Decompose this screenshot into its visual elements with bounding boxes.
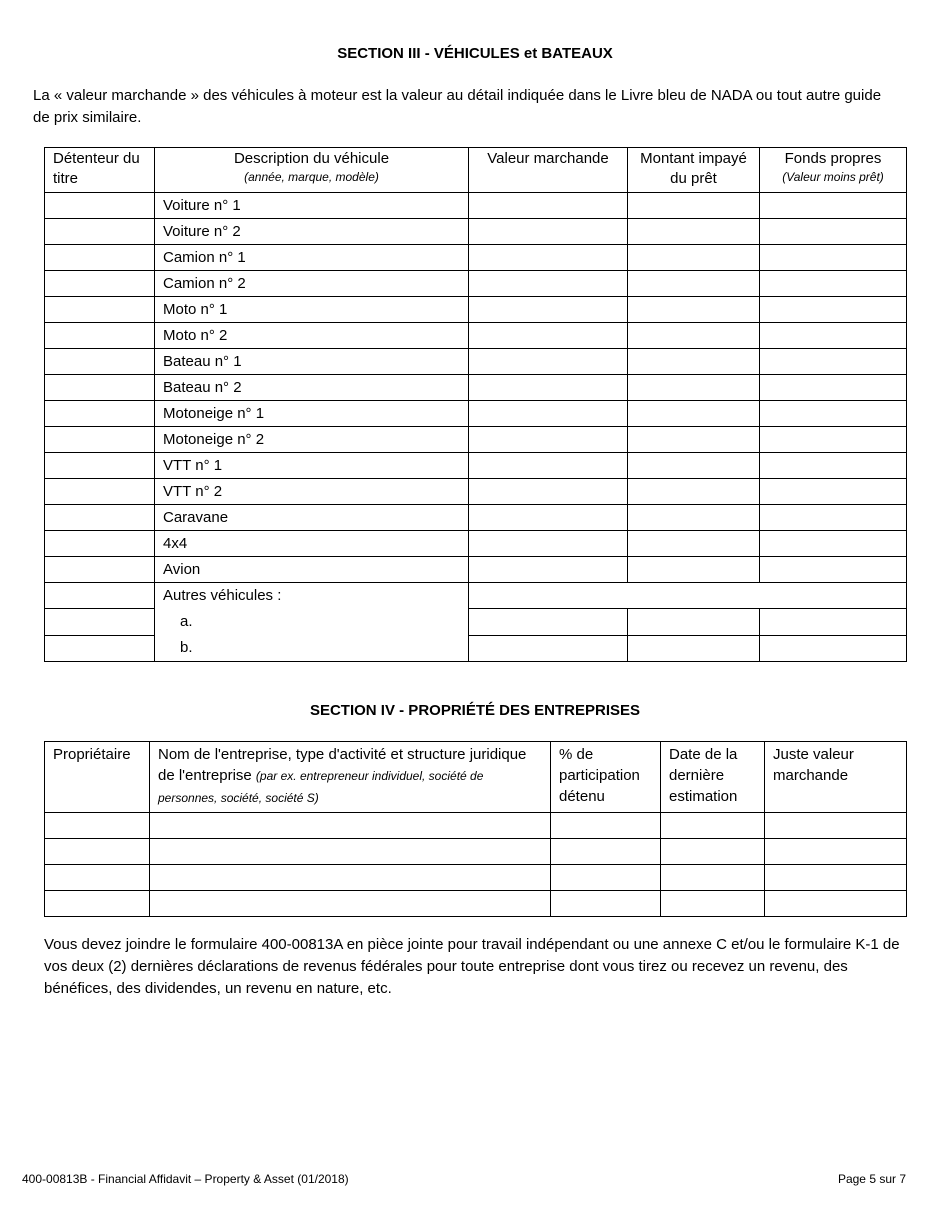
market-value-cell[interactable]: [469, 349, 628, 375]
equity-cell[interactable]: [760, 453, 907, 479]
others-description-cell: [155, 583, 469, 662]
header-description: [155, 148, 469, 193]
header-description-label: Description du véhicule: [233, 150, 390, 167]
unpaid-loan-cell[interactable]: [628, 531, 760, 557]
fair-value-cell[interactable]: [765, 813, 907, 839]
equity-cell[interactable]: [760, 297, 907, 323]
market-value-cell[interactable]: [469, 271, 628, 297]
vehicle-row: [45, 323, 907, 349]
holder-cell[interactable]: [45, 271, 155, 297]
market-value-cell[interactable]: [469, 505, 628, 531]
vehicle-row: [45, 349, 907, 375]
vehicle-description-cell: Moto n° 1: [155, 297, 469, 323]
equity-cell[interactable]: [760, 479, 907, 505]
unpaid-loan-cell[interactable]: [628, 557, 760, 583]
holder-cell[interactable]: [45, 375, 155, 401]
owner-cell[interactable]: [45, 839, 150, 865]
holder-cell[interactable]: [45, 479, 155, 505]
owner-cell[interactable]: [45, 865, 150, 891]
header-equity-label: Fonds propres: [784, 150, 882, 167]
owner-cell[interactable]: [45, 891, 150, 917]
vehicle-description-cell: VTT n° 1: [155, 453, 469, 479]
unpaid-loan-cell[interactable]: [628, 375, 760, 401]
vehicle-description-cell: Camion n° 1: [155, 245, 469, 271]
vehicle-row: [45, 271, 907, 297]
equity-cell[interactable]: [760, 401, 907, 427]
percent-cell[interactable]: [551, 865, 661, 891]
market-value-cell[interactable]: [469, 375, 628, 401]
vehicle-description-cell: Camion n° 2: [155, 271, 469, 297]
unpaid-loan-cell[interactable]: [628, 427, 760, 453]
market-value-cell[interactable]: [469, 193, 628, 219]
owner-cell[interactable]: [45, 813, 150, 839]
vehicle-row: [45, 479, 907, 505]
market-value-cell[interactable]: [469, 401, 628, 427]
unpaid-loan-cell[interactable]: [628, 245, 760, 271]
market-value-cell[interactable]: [469, 557, 628, 583]
header-equity: [760, 148, 907, 193]
market-value-cell[interactable]: [469, 297, 628, 323]
holder-cell[interactable]: [45, 349, 155, 375]
unpaid-loan-cell[interactable]: [628, 635, 760, 661]
section4-title: SECTION IV - PROPRIÉTÉ DES ENTREPRISES: [309, 702, 641, 719]
vehicle-row-others: [45, 583, 907, 609]
header-unpaid-loan: Montant impayé du prêt: [628, 148, 760, 193]
market-value-cell[interactable]: [469, 453, 628, 479]
market-value-cell[interactable]: [469, 479, 628, 505]
unpaid-loan-cell[interactable]: [628, 219, 760, 245]
unpaid-loan-cell[interactable]: [628, 401, 760, 427]
equity-cell[interactable]: [760, 375, 907, 401]
footer-page-number: Page 5 sur 7: [837, 1172, 906, 1186]
vehicle-description-cell: Motoneige n° 1: [155, 401, 469, 427]
vehicle-row: [45, 245, 907, 271]
market-value-cell[interactable]: [469, 531, 628, 557]
business-cell[interactable]: [150, 865, 551, 891]
market-value-cell[interactable]: [469, 609, 628, 635]
fair-value-cell[interactable]: [765, 839, 907, 865]
market-value-cell[interactable]: [469, 635, 628, 661]
business-row: [45, 839, 907, 865]
business-cell[interactable]: [150, 891, 551, 917]
section3-title: SECTION III - VÉHICULES et BATEAUX: [337, 45, 613, 62]
unpaid-loan-cell[interactable]: [628, 479, 760, 505]
holder-cell[interactable]: [45, 297, 155, 323]
holder-cell[interactable]: [45, 453, 155, 479]
business-row: [45, 813, 907, 839]
equity-cell[interactable]: [760, 349, 907, 375]
vehicle-row: [45, 297, 907, 323]
header-market-value: Valeur marchande: [469, 148, 628, 193]
header-owner: Propriétaire: [45, 742, 150, 813]
vehicle-row: [45, 505, 907, 531]
header-description-note: (année, marque, modèle): [244, 170, 379, 184]
business-cell[interactable]: [150, 813, 551, 839]
equity-cell[interactable]: [760, 219, 907, 245]
header-percent: % de participation détenu: [551, 742, 661, 813]
unpaid-loan-cell[interactable]: [628, 609, 760, 635]
equity-cell[interactable]: [760, 427, 907, 453]
unpaid-loan-cell[interactable]: [628, 453, 760, 479]
unpaid-loan-cell[interactable]: [628, 349, 760, 375]
market-value-cell[interactable]: [469, 219, 628, 245]
business-header-row: [45, 742, 907, 813]
vehicles-header-row: [45, 148, 907, 193]
section4-note: Vous devez joindre le formulaire 400-00813A en pièce jointe pour travail indépendant ou une annexe C et/ou le formulaire K-1 de vos deux (2) dernières déclarations de revenus fédérales pour toute entreprise dont vous tirez ou recevez un revenu, des bénéfices, des dividendes, un revenu en nature, etc.: [44, 936, 900, 997]
vehicle-description-cell: Motoneige n° 2: [155, 427, 469, 453]
header-business-label: Nom de l'entreprise, type d'activité et structure juridique de l'entreprise: [158, 746, 527, 784]
equity-cell[interactable]: [760, 609, 907, 635]
equity-cell[interactable]: [760, 557, 907, 583]
holder-cell[interactable]: [45, 245, 155, 271]
date-cell[interactable]: [661, 865, 765, 891]
holder-cell[interactable]: [45, 323, 155, 349]
vehicle-row: [45, 531, 907, 557]
vehicle-description-cell: Avion: [155, 557, 469, 583]
equity-cell[interactable]: [760, 531, 907, 557]
holder-cell[interactable]: [45, 505, 155, 531]
equity-cell[interactable]: [760, 323, 907, 349]
holder-cell[interactable]: [45, 635, 155, 661]
equity-cell[interactable]: [760, 245, 907, 271]
others-merged-cell: [469, 583, 907, 609]
equity-cell[interactable]: [760, 271, 907, 297]
vehicle-description-cell: Bateau n° 2: [155, 375, 469, 401]
header-equity-note: (Valeur moins prêt): [782, 170, 884, 184]
vehicle-row: [45, 375, 907, 401]
business-row: [45, 891, 907, 917]
business-cell[interactable]: [150, 839, 551, 865]
fair-value-cell[interactable]: [765, 891, 907, 917]
business-row: [45, 865, 907, 891]
unpaid-loan-cell[interactable]: [628, 505, 760, 531]
footer-form-id: 400-00813B - Financial Affidavit – Property & Asset (01/2018): [22, 1172, 349, 1186]
percent-cell[interactable]: [551, 813, 661, 839]
date-cell[interactable]: [661, 839, 765, 865]
market-value-cell[interactable]: [469, 245, 628, 271]
header-business: [150, 742, 551, 813]
vehicle-description-cell: Voiture n° 2: [155, 219, 469, 245]
unpaid-loan-cell[interactable]: [628, 323, 760, 349]
vehicle-row: [45, 427, 907, 453]
holder-cell[interactable]: [45, 583, 155, 609]
others-a-label: a.: [180, 613, 193, 630]
header-holder: Détenteur du titre: [45, 148, 155, 193]
holder-cell[interactable]: [45, 427, 155, 453]
header-fair-value: Juste valeur marchande: [765, 742, 907, 813]
vehicle-description-cell: Bateau n° 1: [155, 349, 469, 375]
vehicle-description-cell: VTT n° 2: [155, 479, 469, 505]
percent-cell[interactable]: [551, 891, 661, 917]
vehicle-row: [45, 219, 907, 245]
holder-cell[interactable]: [45, 531, 155, 557]
market-value-cell[interactable]: [469, 323, 628, 349]
equity-cell[interactable]: [760, 635, 907, 661]
holder-cell[interactable]: [45, 609, 155, 635]
section3-intro: La « valeur marchande » des véhicules à moteur est la valeur au détail indiquée dans le Livre bleu de NADA ou tout autre guide de prix similaire.: [33, 87, 882, 126]
holder-cell[interactable]: [45, 557, 155, 583]
unpaid-loan-cell[interactable]: [628, 193, 760, 219]
equity-cell[interactable]: [760, 193, 907, 219]
holder-cell[interactable]: [45, 219, 155, 245]
others-label: Autres véhicules :: [163, 587, 282, 604]
holder-cell[interactable]: [45, 193, 155, 219]
vehicle-description-cell: Moto n° 2: [155, 323, 469, 349]
unpaid-loan-cell[interactable]: [628, 297, 760, 323]
unpaid-loan-cell[interactable]: [628, 271, 760, 297]
vehicle-row: [45, 401, 907, 427]
vehicle-row: [45, 557, 907, 583]
fair-value-cell[interactable]: [765, 865, 907, 891]
date-cell[interactable]: [661, 813, 765, 839]
equity-cell[interactable]: [760, 505, 907, 531]
market-value-cell[interactable]: [469, 427, 628, 453]
header-business-note: (par ex. entrepreneur individuel, société de personnes, société, société S): [158, 769, 484, 805]
vehicle-description-cell: Voiture n° 1: [155, 193, 469, 219]
vehicle-row: [45, 453, 907, 479]
vehicles-table: [44, 147, 907, 662]
others-b-label: b.: [180, 639, 193, 656]
vehicle-description-cell: Caravane: [155, 505, 469, 531]
business-table: [44, 741, 907, 917]
percent-cell[interactable]: [551, 839, 661, 865]
holder-cell[interactable]: [45, 401, 155, 427]
date-cell[interactable]: [661, 891, 765, 917]
header-date: Date de la dernière estimation: [661, 742, 765, 813]
vehicle-row: [45, 193, 907, 219]
vehicle-description-cell: 4x4: [155, 531, 469, 557]
